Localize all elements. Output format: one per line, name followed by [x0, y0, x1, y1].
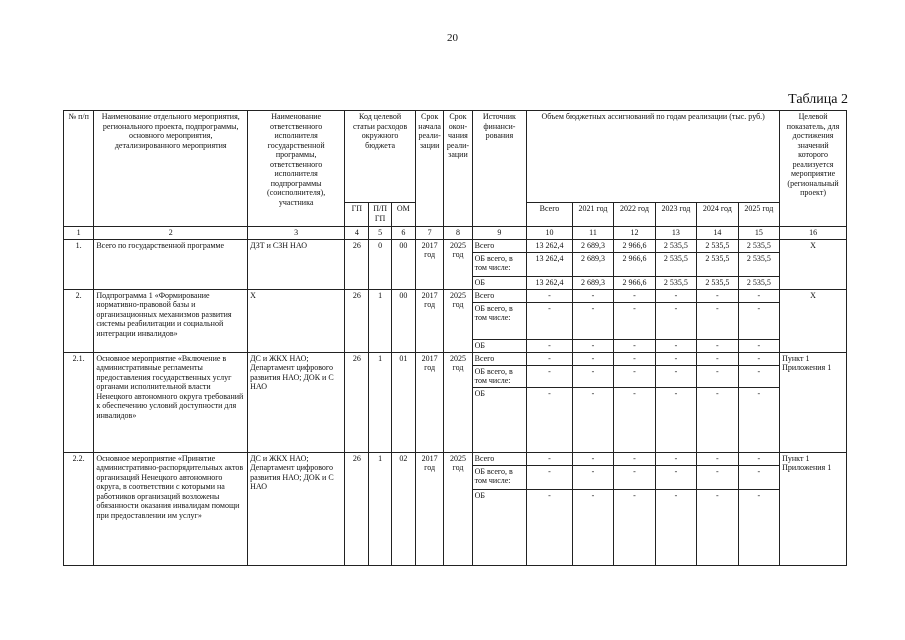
- column-number: 16: [780, 227, 847, 240]
- header-year: 2021 год: [572, 203, 613, 227]
- row-code-pgp: 1: [369, 452, 391, 565]
- row-value: -: [655, 365, 696, 387]
- row-number: 2.: [64, 289, 94, 352]
- row-start: 2017 год: [415, 352, 443, 452]
- row-source: ОБ: [472, 489, 527, 565]
- row-end: 2025 год: [444, 289, 472, 352]
- row-value: -: [614, 387, 655, 452]
- row-value: -: [614, 365, 655, 387]
- page-number: 20: [447, 32, 458, 44]
- row-value: -: [572, 489, 613, 565]
- row-value: -: [527, 465, 573, 489]
- header-year: 2025 год: [738, 203, 780, 227]
- row-code-pgp: 0: [369, 239, 391, 289]
- row-source: Всего: [472, 452, 527, 465]
- row-value: -: [572, 365, 613, 387]
- row-code-gp: 26: [345, 352, 369, 452]
- row-value: -: [527, 489, 573, 565]
- row-value: -: [697, 352, 738, 365]
- row-value: 13 262,4: [527, 276, 573, 289]
- row-value: -: [738, 387, 780, 452]
- row-source: ОБ всего, в том числе:: [472, 252, 527, 276]
- row-name: Всего по государственной программе: [94, 239, 248, 289]
- row-value: -: [614, 339, 655, 352]
- row-code-pgp: 1: [369, 352, 391, 452]
- row-value: -: [655, 452, 696, 465]
- row-value: 2 966,6: [614, 252, 655, 276]
- budget-table: [63, 110, 847, 566]
- table-row: [64, 352, 847, 365]
- row-name: Основное мероприятие «Включение в административные регламенты предоставления государственных услуг органами исполнительной власти Ненецкого автономного округа требований к обеспечению условий доступности для инвалидов»: [94, 352, 248, 452]
- header-budget-code: Код целевой статьи расходов окружного бюджета: [345, 111, 416, 203]
- row-name: Основное мероприятие «Принятие административно-распорядительных актов организаций Ненецкого автономного округа, в соответствии с которыми на работников организаций возложены обязанности оказания инвалидам помощи при предоставлении им услуг»: [94, 452, 248, 565]
- row-source: ОБ всего, в том числе:: [472, 465, 527, 489]
- column-number: 6: [391, 227, 415, 240]
- row-value: 2 535,5: [738, 252, 780, 276]
- row-value: -: [527, 365, 573, 387]
- row-code-gp: 26: [345, 452, 369, 565]
- row-code-gp: 26: [345, 289, 369, 352]
- column-number: 4: [345, 227, 369, 240]
- header-target: Целевой показатель, для достижения значений которого реализуется мероприятие (региональный проект): [780, 111, 847, 227]
- table-row: [64, 289, 847, 302]
- row-value: -: [572, 452, 613, 465]
- column-number-row: [64, 227, 847, 240]
- row-value: -: [527, 302, 573, 339]
- row-value: 2 535,5: [655, 276, 696, 289]
- row-target: Пункт 1 Приложения 1: [780, 452, 847, 565]
- row-start: 2017 год: [415, 452, 443, 565]
- row-source: ОБ всего, в том числе:: [472, 302, 527, 339]
- column-number: 3: [248, 227, 345, 240]
- row-source: ОБ: [472, 339, 527, 352]
- row-value: 13 262,4: [527, 252, 573, 276]
- row-source: Всего: [472, 352, 527, 365]
- header-name: Наименование отдельного мероприятия, регионального проекта, подпрограммы, основного мероприятия, детализированного мероприятия: [94, 111, 248, 227]
- column-number: 15: [738, 227, 780, 240]
- row-value: -: [738, 365, 780, 387]
- column-number: 12: [614, 227, 655, 240]
- row-source: ОБ: [472, 276, 527, 289]
- row-value: -: [655, 302, 696, 339]
- row-value: 2 535,5: [655, 252, 696, 276]
- row-value: -: [738, 352, 780, 365]
- header-responsible: Наименование ответственного исполнителя государственной программы, ответственного исполнителя подпрограммы (соисполнителя), участника: [248, 111, 345, 227]
- row-value: -: [738, 339, 780, 352]
- row-value: -: [655, 387, 696, 452]
- row-value: -: [697, 387, 738, 452]
- row-value: -: [614, 352, 655, 365]
- row-value: -: [614, 302, 655, 339]
- table-row: [64, 239, 847, 252]
- row-responsible: ДС и ЖКХ НАО; Департамент цифрового развития НАО; ДОК и С НАО: [248, 352, 345, 452]
- column-number: 5: [369, 227, 391, 240]
- row-value: -: [738, 302, 780, 339]
- row-code-om: 02: [391, 452, 415, 565]
- row-value: -: [527, 387, 573, 452]
- table-title: Таблица 2: [788, 92, 848, 107]
- row-name: Подпрограмма 1 «Формирование нормативно-правовой базы и организационных механизмов развития системы реабилитации и социальной интеграции инвалидов»: [94, 289, 248, 352]
- row-value: -: [614, 452, 655, 465]
- row-value: -: [527, 352, 573, 365]
- row-value: -: [697, 302, 738, 339]
- header-year: 2023 год: [655, 203, 696, 227]
- column-number: 14: [697, 227, 738, 240]
- row-source: Всего: [472, 289, 527, 302]
- row-value: 2 966,6: [614, 239, 655, 252]
- row-target: Пункт 1 Приложения 1: [780, 352, 847, 452]
- row-value: -: [738, 465, 780, 489]
- row-end: 2025 год: [444, 239, 472, 289]
- row-source: ОБ: [472, 387, 527, 452]
- row-value: -: [655, 489, 696, 565]
- row-value: -: [572, 302, 613, 339]
- row-value: 2 535,5: [655, 239, 696, 252]
- row-value: -: [655, 289, 696, 302]
- row-value: 2 535,5: [697, 239, 738, 252]
- row-value: -: [572, 387, 613, 452]
- row-value: -: [527, 289, 573, 302]
- row-value: 2 535,5: [738, 276, 780, 289]
- row-start: 2017 год: [415, 289, 443, 352]
- row-value: -: [655, 465, 696, 489]
- row-code-om: 00: [391, 239, 415, 289]
- header-code-pgp: П/П ГП: [369, 203, 391, 227]
- row-value: -: [697, 365, 738, 387]
- row-start: 2017 год: [415, 239, 443, 289]
- column-number: 8: [444, 227, 472, 240]
- column-number: 11: [572, 227, 613, 240]
- row-end: 2025 год: [444, 352, 472, 452]
- row-value: 2 966,6: [614, 276, 655, 289]
- row-value: -: [697, 465, 738, 489]
- row-code-om: 01: [391, 352, 415, 452]
- row-code-om: 00: [391, 289, 415, 352]
- row-number: 2.1.: [64, 352, 94, 452]
- column-number: 13: [655, 227, 696, 240]
- row-source: Всего: [472, 239, 527, 252]
- row-value: -: [738, 452, 780, 465]
- row-value: -: [655, 352, 696, 365]
- column-number: 7: [415, 227, 443, 240]
- row-value: -: [738, 489, 780, 565]
- row-value: 2 535,5: [697, 276, 738, 289]
- row-value: -: [614, 489, 655, 565]
- row-value: -: [527, 452, 573, 465]
- column-number: 9: [472, 227, 527, 240]
- row-value: -: [697, 489, 738, 565]
- row-number: 1.: [64, 239, 94, 289]
- row-value: -: [572, 465, 613, 489]
- row-target: Х: [780, 289, 847, 352]
- row-value: -: [572, 339, 613, 352]
- row-value: 2 535,5: [738, 239, 780, 252]
- row-value: -: [697, 339, 738, 352]
- row-value: 2 689,3: [572, 239, 613, 252]
- row-value: -: [572, 289, 613, 302]
- header-source: Источник финанси-рования: [472, 111, 527, 227]
- row-end: 2025 год: [444, 452, 472, 565]
- header-end: Срок окон-чания реали-зации: [444, 111, 472, 227]
- header-volume: Объем бюджетных ассигнований по годам реализации (тыс. руб.): [527, 111, 780, 203]
- header-no: № п/п: [64, 111, 94, 227]
- row-responsible: Х: [248, 289, 345, 352]
- row-value: -: [527, 339, 573, 352]
- row-responsible: ДС и ЖКХ НАО; Департамент цифрового развития НАО; ДОК и С НАО: [248, 452, 345, 565]
- header-year: 2022 год: [614, 203, 655, 227]
- header-year: 2024 год: [697, 203, 738, 227]
- header-total: Всего: [527, 203, 573, 227]
- row-value: -: [697, 452, 738, 465]
- row-code-pgp: 1: [369, 289, 391, 352]
- row-responsible: ДЗТ и СЗН НАО: [248, 239, 345, 289]
- header-code-gp: ГП: [345, 203, 369, 227]
- row-value: -: [697, 289, 738, 302]
- row-target: Х: [780, 239, 847, 289]
- row-value: -: [614, 289, 655, 302]
- column-number: 1: [64, 227, 94, 240]
- column-number: 2: [94, 227, 248, 240]
- row-code-gp: 26: [345, 239, 369, 289]
- row-value: 2 689,3: [572, 252, 613, 276]
- table-row: [64, 452, 847, 465]
- row-value: -: [655, 339, 696, 352]
- header-start: Срок начала реали-зации: [415, 111, 443, 227]
- row-source: ОБ всего, в том числе:: [472, 365, 527, 387]
- row-value: 2 689,3: [572, 276, 613, 289]
- column-number: 10: [527, 227, 573, 240]
- row-value: -: [572, 352, 613, 365]
- row-value: -: [614, 465, 655, 489]
- row-value: 2 535,5: [697, 252, 738, 276]
- row-number: 2.2.: [64, 452, 94, 565]
- header-code-om: ОМ: [391, 203, 415, 227]
- row-value: -: [738, 289, 780, 302]
- row-value: 13 262,4: [527, 239, 573, 252]
